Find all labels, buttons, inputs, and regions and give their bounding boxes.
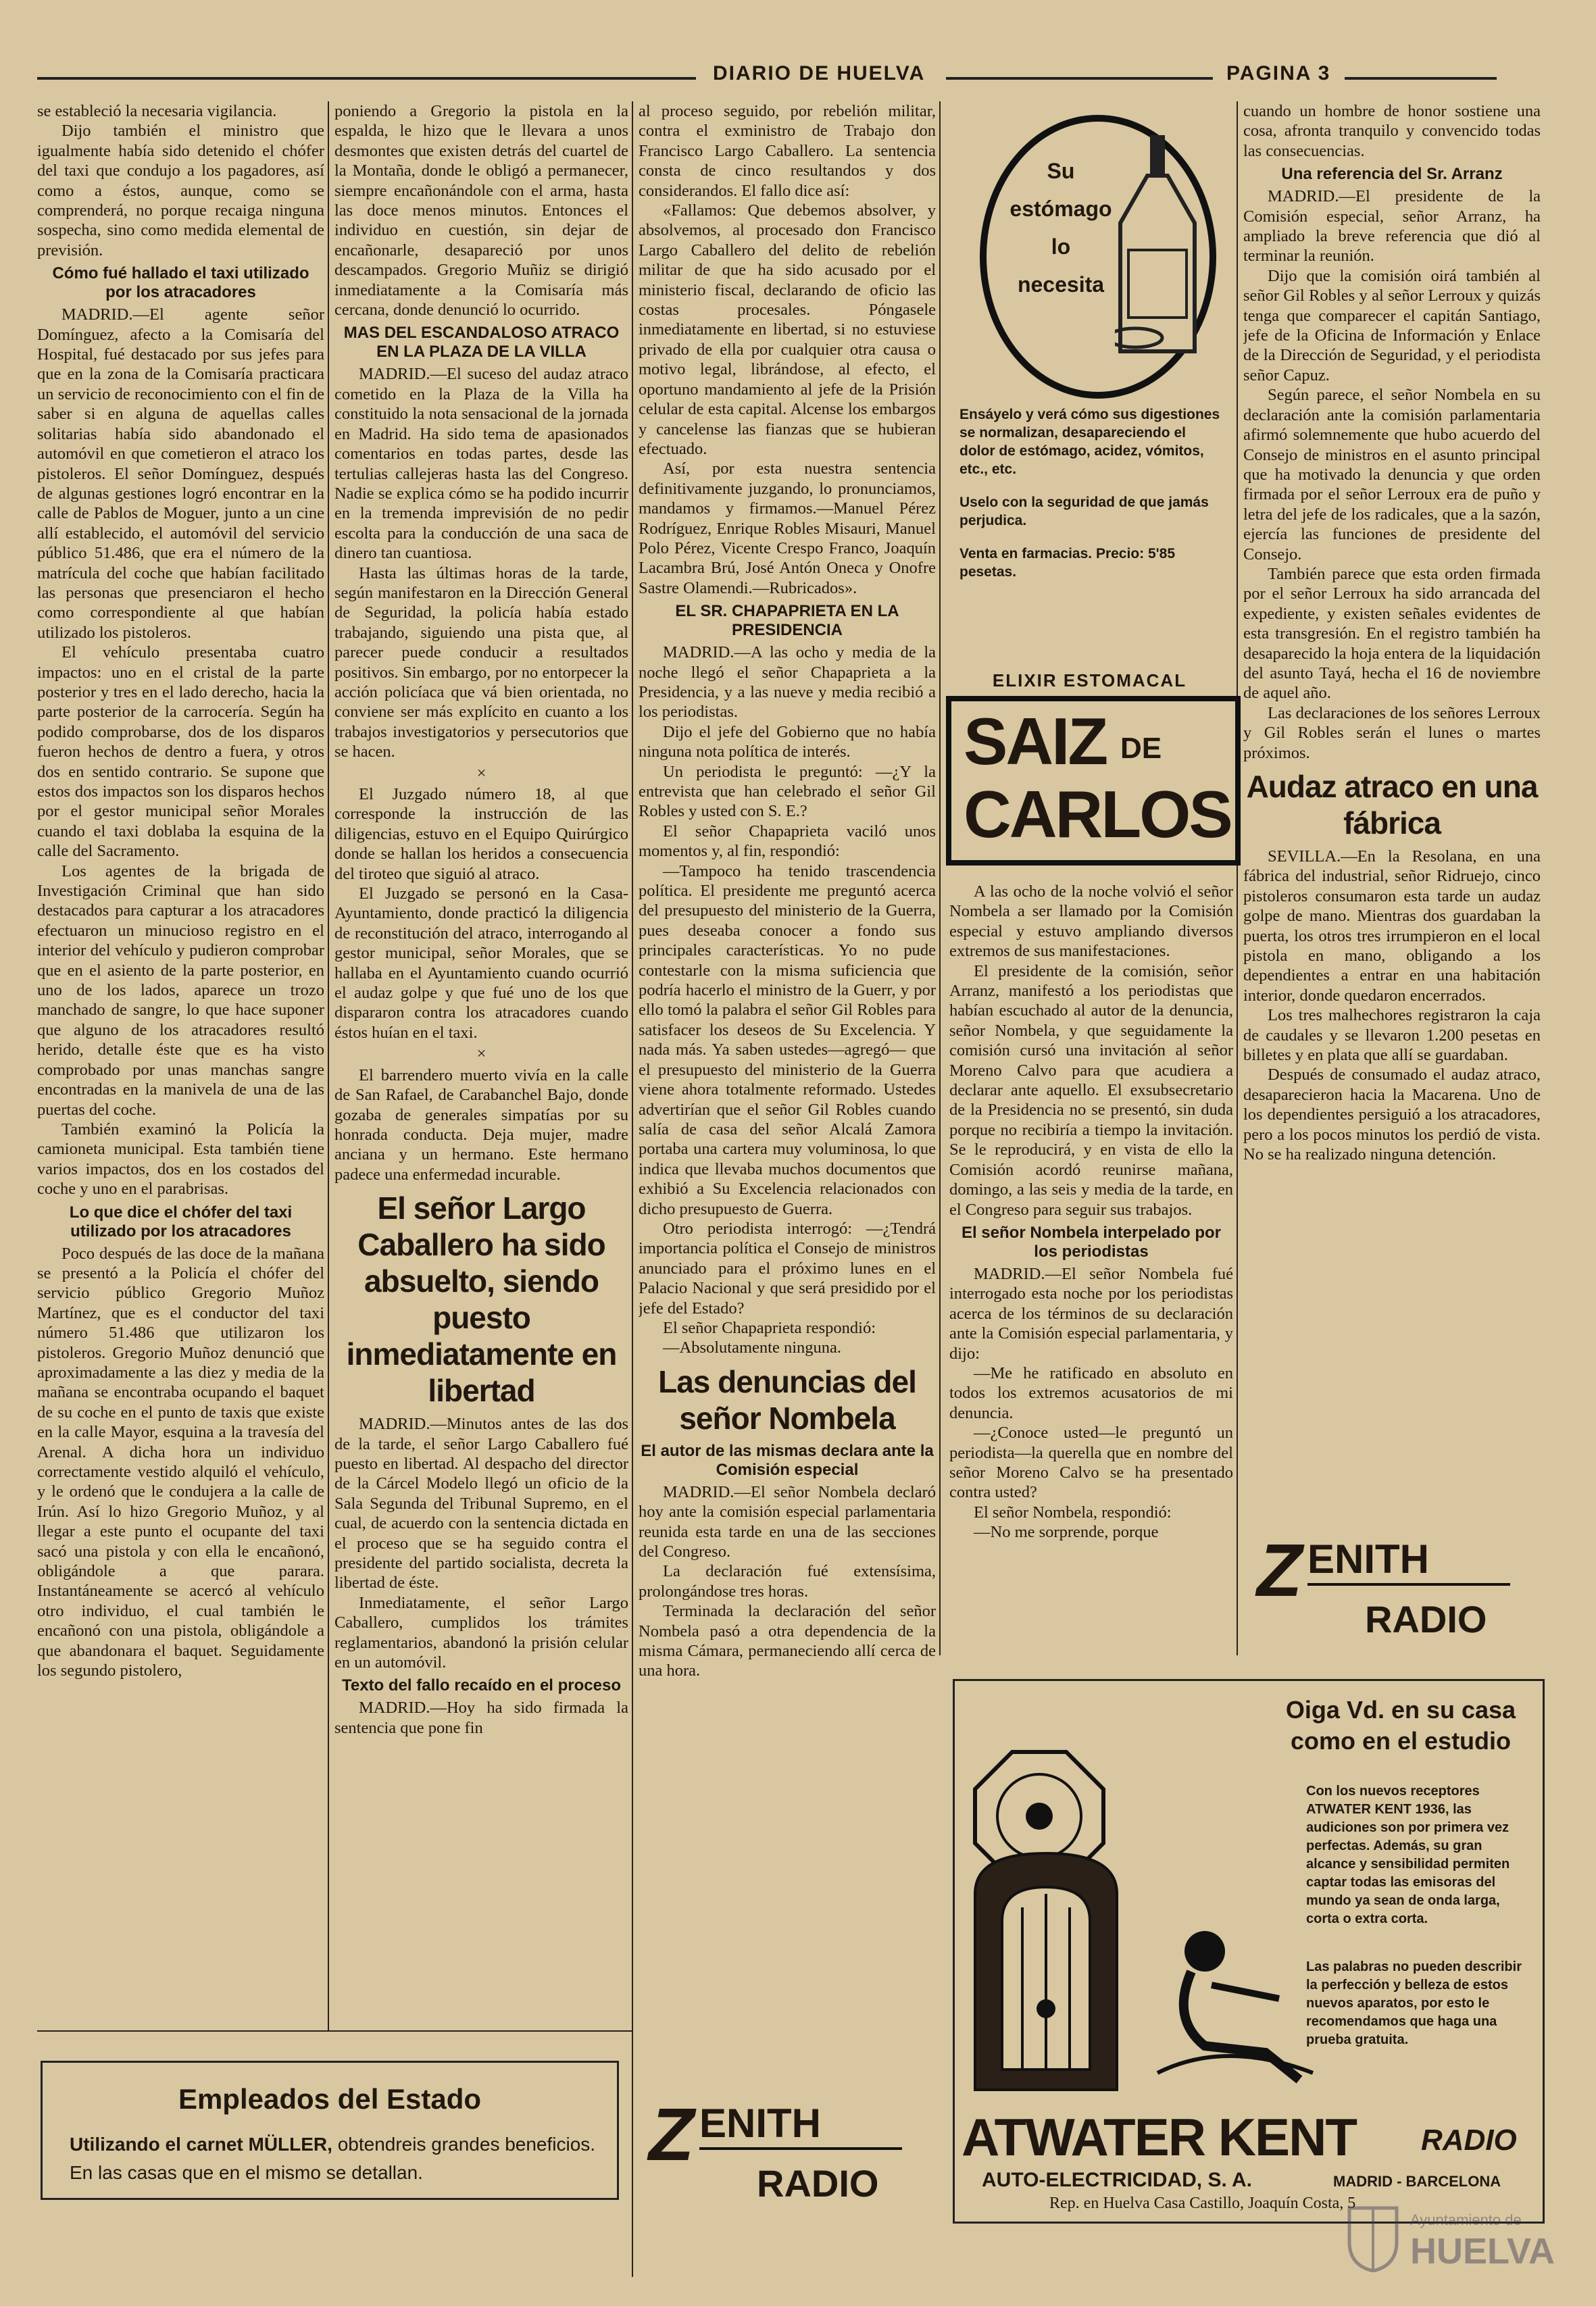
paragraph: El barrendero muerto vivía en la calle de San Rafael, de Carabanchel Bajo, donde gozaba de generales simpatías por su honrada conducta. Deja mujer, madre anciana y un hermano. Este hermano padece una enfermedad incurable. <box>334 1066 628 1184</box>
ad-headline: Oiga Vd. en su casa como en el estudio <box>1285 1696 1516 1755</box>
empleados-estado-ad <box>41 2061 619 2200</box>
zenith-radio: RADIO <box>757 2162 879 2205</box>
subheadline-nombela: El autor de las mismas declara ante la Comisión especial <box>641 1441 934 1479</box>
huelva-seal-watermark <box>1346 2198 1569 2279</box>
article-column-5 <box>1243 101 1541 1507</box>
brand-frame <box>946 696 1241 866</box>
paragraph: Terminada la declaración del señor Nombela pasó a otra dependencia de la misma Cámara, permaneciendo allí cerca de una hora. <box>639 1602 936 1680</box>
headline-driver-statement: Lo que dice el chófer del taxi utilizado por los atracadores <box>69 1203 293 1240</box>
paragraph: «Fallamos: Que debemos absolver, y absolvemos, al procesado don Francisco Largo Caballero del delito de rebelión militar de que ha sido acusado por el ministerio fiscal, declarando de oficio las costas procesales. Póngasele inmediatamente en libertad, si no estuviese privado de ella por cualquier otra causa o motivo legal, librándose, al efecto, el oportuno mandamiento al jefe de la Prisión celular de esta capital. Alcense los embargos y cancelense las fianzas que se hubieran efectuado. <box>639 201 936 458</box>
ad-bullet: Uselo con la seguridad de que jamás perjudica. <box>959 495 1209 528</box>
separator-mark: × <box>476 763 487 782</box>
paragraph: Un periodista le preguntó: —¿Y la entrevista que han celebrado el señor Gil Robles y usted con S. E.? <box>639 762 936 821</box>
header-rule-right <box>1345 77 1497 80</box>
headline-nombela-interpelado: El señor Nombela interpelado por los periodistas <box>961 1223 1222 1261</box>
ad-title: Empleados del Estado <box>178 2083 482 2115</box>
page-number: PAGINA 3 <box>1226 62 1331 84</box>
paragraph: MADRID.—A las ocho y media de la noche llegó el señor Chapaprieta a la Presidencia, y a las nueve y media recibió a los periodistas. <box>639 643 936 722</box>
article-column-4 <box>949 882 1233 1665</box>
paragraph: Según parece, el señor Nombela en su declaración ante la comisión parlamentaria afirmó solemnemente que hubo acuerdo del Consejo de ministros en el asunto principal que ha motivado la denuncia y que orden firmada por el señor Lerroux era de puño y letra del jefe de los radicales, que a la sazón, ejercía las funciones de presidente del Consejo. <box>1243 386 1541 563</box>
paragraph: MADRID.—El agente señor Domínguez, afecto a la Comisaría del Hospital, fué destacado por sus jefes para que en la zona de la Comisaría practicara un servicio de reconocimiento con el fin de saber si en alguna de aquellas calles solitarias había sido abandonado el automóvil en que cometieron el atraco los pistoleros. El señor Domínguez, después de algunas gestiones logró encontrar en la calle de Pablos de Moguer, junto a un cine allí establecido, el automóvil del servicio público 51.486, que era el número de la matrícula del coche que habían facilitado las personas que presenciaron el hecho como correspondiente al que habían utilizado los pistoleros. <box>37 305 324 642</box>
paragraph: Inmediatamente, el señor Largo Caballero, cumplidos los trámites reglamentarios, abandonó la prisión celular en un automóvil. <box>334 1593 628 1672</box>
paragraph: MADRID.—Hoy ha sido firmada la sentencia que pone fin <box>334 1699 628 1737</box>
paragraph: Poco después de las doce de la mañana se presentó a la Policía el chófer del servicio público Gregorio Muñoz Martínez, que es el conductor del taxi número 51.486 que utilizaron los pistoleros. Gregorio Muñoz denunció que aproximadamente a las diez y media de la mañana se encontraba ocupando el baquet de su coche en el punto de taxis que existe en la calle Mayor, esquina a la travesía del Arenal. A dicha hora un individuo correctamente vestido alquiló el vehículo, y le ordenó que le condujera a la calle de Irún. Así lo hizo Gregorio Muñoz, y al llegar a este punto el ocupante del taxi sacó una pistola y con ella le encañonó, obligándole a que parara. Instantáneamente se acercó al vehículo otro individuo, el cual también le encañonó con una pistola, obligándole a que abandonara el baquet. Seguidamente los segundo pistolero, <box>37 1244 324 1680</box>
column-divider-3 <box>939 101 941 1655</box>
headline-nombela-denuncias: Las denuncias del señor Nombela <box>658 1363 916 1436</box>
paragraph: Los agentes de la brigada de Investigación Criminal que han sido destacados para capturar a los atracadores efectuaron un minucioso registro en el interior del vehículo y pudieron comprobar que en el asiento de la parte posterior, en uno de los lados, aparece un trozo manchado de sangre, lo que hace suponer que alguno de los atracadores resultó herido, detalle éste que es ha visto comprobado por unas manchas sangre encontradas en la manivela de una de las puertas del coche. <box>37 861 324 1119</box>
zenith-ad-bottom <box>649 2095 919 2223</box>
paragraph: al proceso seguido, por rebelión militar, contra el exministro de Trabajo don Francisco Largo Caballero. La sentencia consta de cinco resultandos y dos considerandos. El fallo dice así: <box>639 102 936 200</box>
header-rule-left <box>37 77 696 80</box>
paragraph: MADRID.—El presidente de la Comisión especial, señor Arranz, ha ampliado la breve referencia que dió al terminar la reunión. <box>1243 187 1541 266</box>
article-column-1 <box>37 101 324 2027</box>
paragraph: El Juzgado se personó en la Casa-Ayuntamiento, donde practicó la diligencia de reconstitución del atraco, interrogando al gestor municipal, señor Morales, que se hallaba en el Ayuntamiento cuando ocurrió el audaz golpe y que fué uno de los que dispararon contra los atracadores cuando éstos huían en el taxi. <box>334 884 628 1042</box>
headline-arranz: Una referencia del Sr. Arranz <box>1281 165 1503 184</box>
paragraph: MADRID.—El suceso del audaz atraco cometido en la Plaza de la Villa ha constituido la nota sensacional de la jornada en Madrid. Ha sido tema de apasionados comentarios en todas partes, desde las tertulias callejeras hasta las del Congreso. Nadie se explica cómo se ha podido incurrir en la tremenda imprevisión de no pedir escolta para la conducción de una saca de dinero tan cuantiosa. <box>334 365 628 563</box>
paragraph: SEVILLA.—En la Resolana, en una fábrica del industrial, señor Ridruejo, cinco pistoleros consumaron esta tarde un audaz golpe de mano. Mientras dos guardaban la puerta, los otros tres irrumpieron en el local pistola en mano, obligando a los dependientes a entrar en una habitación interior, donde quedaron encerrados. <box>1243 847 1541 1005</box>
paragraph: El señor Chapaprieta vaciló unos momentos y, al fin, respondió: <box>639 822 936 861</box>
page-header <box>37 62 1497 89</box>
paragraph: También parece que esta orden firmada por el señor Lerroux ha sido arrancada del expediente, y existen señales evidentes de esta transgresión. En el registro también ha desaparecido la hoja entera de la liquidación del asunto Tayá, hecha el 16 de noviembre de aquel año. <box>1243 564 1541 703</box>
brand-de: DE <box>1120 732 1162 765</box>
zenith-enith: ENITH <box>699 2101 821 2146</box>
paragraph: El señor Nombela, respondió: <box>974 1503 1172 1522</box>
brand-saiz: SAIZ <box>964 704 1107 778</box>
listener-figure-icon <box>1144 1918 1320 2086</box>
paragraph: El Juzgado número 18, al que corresponde la instrucción de las diligencias, estuvo en el Equipo Quirúrgico donde se hallan los heridos a consecuencia del tiroteo que siguió al atraco. <box>334 785 628 883</box>
ad-carnet-text: Utilizando el carnet MÜLLER, <box>70 2134 332 2155</box>
paragraph: —Absolutamente ninguna. <box>663 1338 842 1357</box>
zenith-z: Z <box>1257 1529 1303 1612</box>
elixir-label: ELIXIR ESTOMACAL <box>992 670 1187 691</box>
atwater-cities: MADRID - BARCELONA <box>1333 2173 1501 2190</box>
paragraph: Los tres malhechores registraron la caja de caudales y se llevaron 1.200 pesetas en billetes y en plata que allí se guardaban. <box>1243 1006 1541 1065</box>
coat-of-arms-icon <box>1346 2205 1400 2272</box>
article-column-3 <box>639 101 936 2081</box>
column-divider-1 <box>328 101 329 2030</box>
atwater-representative: Rep. en Huelva Casa Castillo, Joaquín Costa, 5 <box>1049 2195 1356 2212</box>
article-column-2 <box>334 101 628 2027</box>
paragraph: También examinó la Policía la camioneta municipal. Esta también tiene varios impactos, dos en los costados del coche y uno en el parabrisas. <box>37 1120 324 1199</box>
radio-cabinet-icon <box>968 1847 1124 2097</box>
column-divider-2 <box>632 101 633 2277</box>
paragraph: Dijo que la comisión oirá también al señor Gil Robles y al señor Lerroux y quizás tenga que comparecer el capitán Santiago, jefe de la Oficina de Información y Enlace de la Dirección de Seguridad, y el periodista señor Capuz. <box>1243 266 1541 384</box>
seal-line1: Ayuntamiento de <box>1410 2211 1522 2228</box>
paragraph: —Me he ratificado en absoluto en todos los extremos acusatorios de mi denuncia. <box>949 1363 1233 1422</box>
bottle-icon <box>1115 135 1216 358</box>
brand-carlos: CARLOS <box>964 777 1231 851</box>
bottom-rule-left <box>37 2030 632 2032</box>
headline-taxi-found: Cómo fué hallado el taxi utilizado por los atracadores <box>52 264 309 302</box>
headline-plaza-robbery: MAS DEL ESCANDALOSO ATRACO EN LA PLAZA DE LA VILLA <box>343 324 620 361</box>
newspaper-name: DIARIO DE HUELVA <box>713 62 926 84</box>
paragraph: El vehículo presentaba cuatro impactos: uno en el cristal de la parte posterior y tres en el lado derecho, hacia la parte posterior de la carrocería. Según ha podido comprobarse, dos de los disparos fueron hechos de dentro a fuera, y otros dos en sentido contrario. Se supone que estos dos impactos son los disparos hechos por el gestor municipal señor Morales cuando el taxi doblaba la esquina de la calle del Sacramento. <box>37 643 324 861</box>
paragraph: Dijo también el ministro que igualmente había sido detenido el chófer del taxi que condujo a los pagadores, así como a éstos, aunque, como se comprenderá, no porque recaiga ninguna sospecha, sino como medida elemental de previsión. <box>37 122 324 259</box>
paragraph: Así, por esta nuestra sentencia definitivamente juzgando, lo pronunciamos, mandamos y firmamos.—Manuel Pérez Rodríguez, Enrique Robles Misauri, Manuel Polo Pérez, Vicente Crespo Franco, Joaquín Lacambra Brú, José Antón Oneca y Onofre Sastre Olamendi.—Rubricados». <box>639 459 936 597</box>
seal-line2: HUELVA <box>1410 2231 1555 2272</box>
ad-bullet: Venta en farmacias. Precio: 5'85 pesetas. <box>959 546 1175 580</box>
paragraph: poniendo a Gregorio la pistola en la espalda, le hizo que le llevara a unos desmontes que existen detrás del cuartel de la Montaña, donde le obligó a permanecer, siempre encañonándole con el arma, hasta las doce menos minutos. Entonces el individuo en cuestión, sin dejar de encañonarle, desapareció por unos descampados. Gregorio Muñiz se dirigió inmediatamente a la Comisaría más cercana, donde denunció lo ocurrido. <box>334 102 628 320</box>
paragraph: se estableció la necesaria vigilancia. <box>37 102 277 120</box>
headline-chapaprieta: EL SR. CHAPAPRIETA EN LA PRESIDENCIA <box>675 602 899 640</box>
atwater-brand: ATWATER KENT <box>962 2107 1357 2167</box>
ad-benefits-text: obtendreis grandes beneficios. En las casas que en el mismo se detallan. <box>70 2134 596 2183</box>
saiz-de-carlos-ad <box>946 101 1233 872</box>
bubble-text: Su <box>1047 159 1075 183</box>
ad-paragraph: Las palabras no pueden describir la perfección y belleza de estos nuevos aparatos, por esto le recomendamos que haga una prueba gratuita. <box>1306 1959 1522 2047</box>
bubble-text: necesita <box>1017 272 1105 297</box>
zenith-z: Z <box>649 2093 695 2176</box>
separator-mark: × <box>476 1045 487 1063</box>
ad-paragraph: Con los nuevos receptores ATWATER KENT 1936, las audiciones son por primera vez perfectas. Además, su gran alcance y sensibilidad permiten captar todas las emisoras del mundo ya sean de onda larga, corta o extra corta. <box>1306 1784 1510 1926</box>
paragraph: La declaración fué extensísima, prolongándose tres horas. <box>639 1562 936 1601</box>
paragraph: MADRID.—El señor Nombela fué interrogado esta noche por los periodistas acerca de los términos de su declaración ante la Comisión especial parlamentaria, y dijo: <box>949 1264 1233 1363</box>
bubble-text: estómago <box>1009 197 1112 221</box>
paragraph: Otro periodista interrogó: —¿Tendrá importancia política el Consejo de ministros anunciado para el próximo lunes en el Palacio Nacional y que será presidido por el jefe del Estado? <box>639 1219 936 1318</box>
paragraph: —¿Conoce usted—le preguntó un periodista—la querella que en nombre del señor Moreno Calvo se ha presentado contra usted? <box>949 1424 1233 1502</box>
paragraph: El presidente de la comisión, señor Arranz, manifestó a los periodistas que habían escuchado al autor de la denuncia, señor Nombela, y que seguidamente la comisión cursó una invitación al señor Moreno Calvo para que acudiera a declarar ante aquello. El exsubsecretario de la Presidencia no se presentó, sin duda porque no recibiría a tiempo la invitación. Se le reproducirá, y en vista de ello la Comisión acordó reunirse mañana, domingo, a las seis y media de la tarde, en el Congreso para seguir sus trabajos. <box>949 961 1233 1219</box>
atwater-kent-ad <box>953 1679 1545 2224</box>
zenith-radio: RADIO <box>1365 1598 1487 1640</box>
paragraph: Después de consumado el audaz atraco, desaparecieron hacia la Macarena. Uno de los dependientes persiguió a los atracadores, pero a los pocos minutos los perdió de vista. No se ha realizado ninguna detención. <box>1243 1066 1541 1164</box>
paragraph: El señor Chapaprieta respondió: <box>663 1318 876 1337</box>
paragraph: MADRID.—El señor Nombela declaró hoy ante la comisión especial parlamentaria reunida esta tarde en una de las secciones del Congreso. <box>639 1482 936 1561</box>
headline-verdict-text: Texto del fallo recaído en el proceso <box>341 1676 621 1695</box>
bubble-text: lo <box>1051 234 1071 259</box>
headline-factory-robbery: Audaz atraco en una fábrica <box>1246 769 1538 841</box>
paragraph: cuando un hombre de honor sostiene una cosa, afronta tranquilo y convencido todas las consecuencias. <box>1243 102 1541 160</box>
atwater-company: AUTO-ELECTRICIDAD, S. A. <box>982 2169 1253 2191</box>
ad-bullet: Ensáyelo y verá cómo sus digestiones se normalizan, desapareciendo el dolor de estómago, acidez, vómitos, etc., etc. <box>959 407 1220 477</box>
paragraph: MADRID.—Minutos antes de las dos de la tarde, el señor Largo Caballero fué puesto en libertad. Al despacho del director de la Cárcel Modelo llegó un oficio de la Sala Segunda del Tribunal Supremo, en el cual, de acuerdo con la sentencia dictada en el proceso que se ha seguido contra el presidente del partido socialista, decreta la libertad de éste. <box>334 1415 628 1593</box>
column-divider-4 <box>1237 101 1238 1655</box>
headline-largo-caballero: El señor Largo Caballero ha sido absuelto, siendo puesto inmediatamente en libertad <box>346 1190 617 1409</box>
paragraph: —Tampoco ha tenido trascendencia política. El presidente me preguntó acerca del presupuesto del ministerio de la Guerra, pues deseaba conocer a fondo sus principales características. Yo no pude contestarle con la misma suficiencia que podría hacerlo el ministro de la Guerr, y por ello tomó la palabra el señor Gil Robles para satisfacer los deseos de Su Excelencia. Y nada más. Ya saben ustedes—agregó— que el presupuesto del ministerio de la Guerra viene ahora totalmente reformado. Ustedes advertirían que el señor Gil Robles cuando salía de casa del señor Alcalá Zamora portaba una cartera muy voluminosa, lo que indica que llevaba muchos documentos que exhibió a Su Excelencia relacionados con dicho presupuesto de Guerra. <box>639 861 936 1218</box>
paragraph: Hasta las últimas horas de la tarde, según manifestaron en la Dirección General de Seguridad, la policía había estado trabajando, siguiendo una pista que, al parecer puede conducir a resultados positivos. Sin embargo, por no entorpecer la acción policíaca que vá bien orientada, no conviene ser más explícito en cuanto a los trabajos investigatorios y persecutorios que se hacen. <box>334 563 628 761</box>
zenith-enith: ENITH <box>1307 1536 1429 1582</box>
zenith-ad-right <box>1257 1530 1527 1659</box>
paragraph: —No me sorprende, porque <box>974 1523 1159 1542</box>
header-rule-mid <box>946 77 1213 80</box>
paragraph: Dijo el jefe del Gobierno que no había ninguna nota política de interés. <box>639 722 936 761</box>
paragraph: A las ocho de la noche volvió el señor Nombela a ser llamado por la Comisión especial y estuvo ampliando diversos extremos de sus manifestaciones. <box>949 882 1233 961</box>
paragraph: Las declaraciones de los señores Lerroux y Gil Robles serán el lunes o martes próximos. <box>1243 703 1541 762</box>
atwater-radio: RADIO <box>1421 2124 1517 2157</box>
